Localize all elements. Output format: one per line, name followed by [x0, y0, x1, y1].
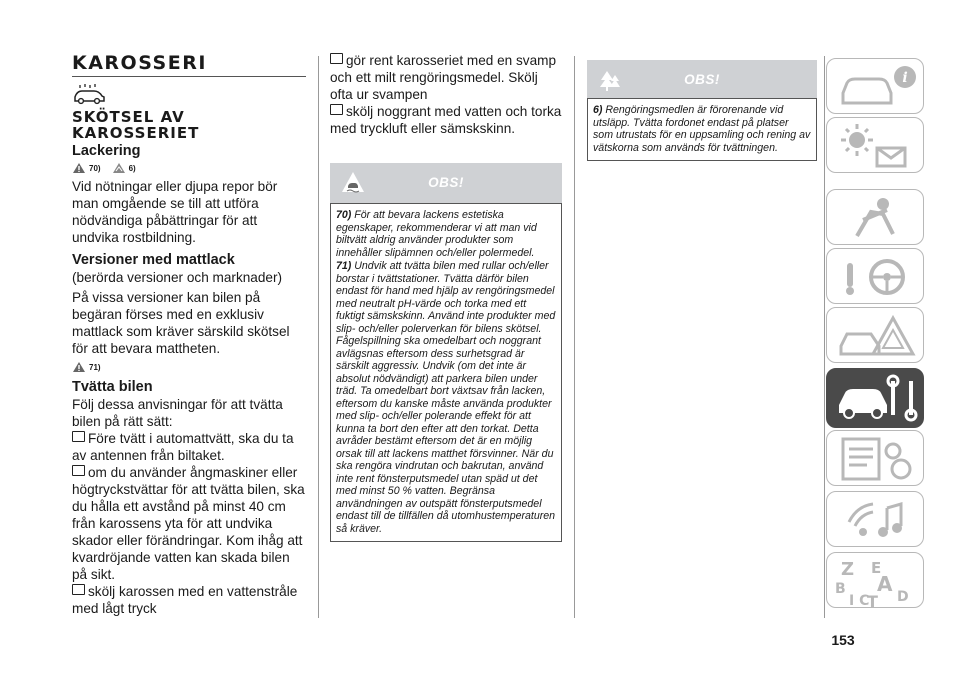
airbag-seat-icon — [827, 190, 925, 246]
svg-text:A: A — [877, 572, 893, 596]
checkbox-bullet-icon — [72, 431, 85, 442]
list-item: Före tvätt i automattvätt, ska du ta av antennen från biltaket. — [72, 431, 294, 463]
tab-safety[interactable] — [826, 189, 924, 245]
emergency-icon — [827, 308, 925, 364]
list-item: om du använder ångmaskiner eller högtryckstvättar för att tvätta bilen, ska du hålla ett avstånd på minst 40 cm från karossens yta för att undvika skador eller förändringar. Kom ihåg att kvardröjande vatten kan skada bilen på sikt. — [72, 465, 305, 582]
list-item: skölj karossen med en vattenstråle med lågt tryck — [72, 584, 298, 616]
warning-ref[interactable]: 71) — [89, 362, 101, 372]
list-item: skölj noggrant med vatten och torka med tryckluft eller sämskskinn. — [330, 104, 562, 136]
section-title: KAROSSERI — [72, 52, 207, 74]
svg-text:T: T — [867, 592, 878, 609]
svg-text:I C: I C — [849, 593, 870, 609]
tab-warning-lights[interactable] — [826, 117, 924, 173]
column-right — [587, 60, 817, 161]
warning-refs-2 — [72, 359, 306, 375]
page-number: 153 — [831, 632, 855, 648]
svg-text:B: B — [835, 581, 846, 597]
paragraph-matt: På vissa versioner kan bilen på begäran förses med en exklusiv mattlack som kräver särskild skötsel för att bevara mattheten. — [72, 290, 290, 356]
paragraph-matt-versions: (berörda versioner och marknader) — [72, 270, 283, 285]
heading-care: SKÖTSEL AV KAROSSERIET — [72, 108, 200, 142]
warning-triangle-icon — [72, 361, 86, 373]
obs-header — [587, 60, 817, 98]
sidebar-divider — [824, 56, 825, 618]
warning-ref[interactable]: 70) — [89, 163, 101, 173]
obs-box — [330, 163, 562, 542]
index-icon — [827, 553, 925, 609]
svg-text:D: D — [897, 589, 909, 605]
title-rule — [72, 76, 306, 77]
tab-specs[interactable] — [826, 430, 924, 486]
paragraph-paint: Vid nötningar eller djupa repor bör man omgående se till att utföra nödvändiga påbättringar för att undvika rostbildning. — [72, 179, 278, 245]
obs-title: OBS! — [684, 72, 720, 87]
tab-emergency[interactable] — [826, 307, 924, 363]
checkbox-bullet-icon — [72, 465, 85, 476]
tab-multimedia[interactable] — [826, 491, 924, 547]
specs-icon — [827, 431, 925, 487]
obs-note: 6) Rengöringsmedlen är förorenande vid utsläpp. Tvätta fordonet endast på platser som utrustats för en uppsamling och rening av vätskorna som används för tvättningen. — [593, 104, 811, 154]
column-left — [72, 52, 306, 617]
obs-title: OBS! — [428, 175, 464, 190]
checkbox-bullet-icon — [72, 584, 85, 595]
obs-note: 70) För att bevara lackens estetiska egenskaper, rekommenderar vi att man vid biltvätt aldrig använder produkter som innehåller slipämnen och/eller polermedel. — [336, 209, 537, 259]
subheading-matt: Versioner med mattlack — [72, 252, 235, 268]
car-wash-icon — [72, 83, 106, 105]
tab-driving[interactable] — [826, 248, 924, 304]
steering-start-icon — [827, 249, 925, 305]
tab-car-info[interactable] — [826, 58, 924, 114]
svg-text:i: i — [902, 70, 908, 86]
warning-triangle-icon — [72, 162, 86, 174]
tab-maintenance[interactable] — [826, 368, 924, 428]
column-middle — [330, 52, 562, 542]
obs-note: 71) Undvik att tvätta bilen med rullar och/eller borstar i tvättstationer. Tvätta därför bilen endast för hand med hjälp av rengöringsmedel med neutralt pH-värde och torka med ett fuktigt sämskskinn. Använd inte produkter med slip- och/eller polerverkan för bilens skötsel. Fågelspillning ska omedelbart och noggrant avlägsnas eftersom dess surhetsgrad är särskilt aggressiv. Undvik (om det inte är absolut nödvändigt) att parkera bilen under träd. Ta omedelbart bort växtsav från lacken, eftersom du kanske måste använda produkter med slip- och/eller polerande effekt för att kunna ta bort den efter att den torkat. Detta avråder bestämt eftersom det är en möjlig orsak till att lackens matthet försvinner. När du ska rengöra vindrutan och bakrutan, använd inte rent fönsterputsmedel utan späd ut det med minst 50 % vatten. Begränsa användningen av outspätt fönsterputsmedel endast till de tillfällen då utomhustemperaturen så kräver. — [336, 260, 556, 535]
list-item: gör rent karosseriet med en svamp och ett milt rengöringsmedel. Skölj ofta ur svampen — [330, 53, 557, 102]
obs-body — [330, 203, 562, 542]
checkbox-bullet-icon — [330, 53, 343, 64]
caution-triangle-icon — [112, 162, 126, 174]
paragraph-wash: Följ dessa anvisningar för att tvätta bilen på rätt sätt: — [72, 397, 283, 429]
svg-text:Z: Z — [841, 559, 855, 580]
obs-header — [330, 163, 562, 203]
subheading-paint: Lackering — [72, 143, 141, 159]
caution-ref[interactable]: 6) — [128, 163, 136, 173]
subheading-wash: Tvätta bilen — [72, 379, 153, 395]
car-maintenance-icon — [827, 369, 925, 429]
car-info-icon — [827, 59, 925, 115]
column-divider — [574, 56, 575, 618]
tab-index[interactable] — [826, 552, 924, 608]
column-divider — [318, 56, 319, 618]
svg-text:E: E — [871, 559, 882, 577]
obs-body — [587, 98, 817, 161]
warning-refs — [72, 160, 306, 176]
checkbox-bullet-icon — [330, 104, 343, 115]
warning-lights-icon — [827, 118, 925, 174]
multimedia-icon — [827, 492, 925, 548]
